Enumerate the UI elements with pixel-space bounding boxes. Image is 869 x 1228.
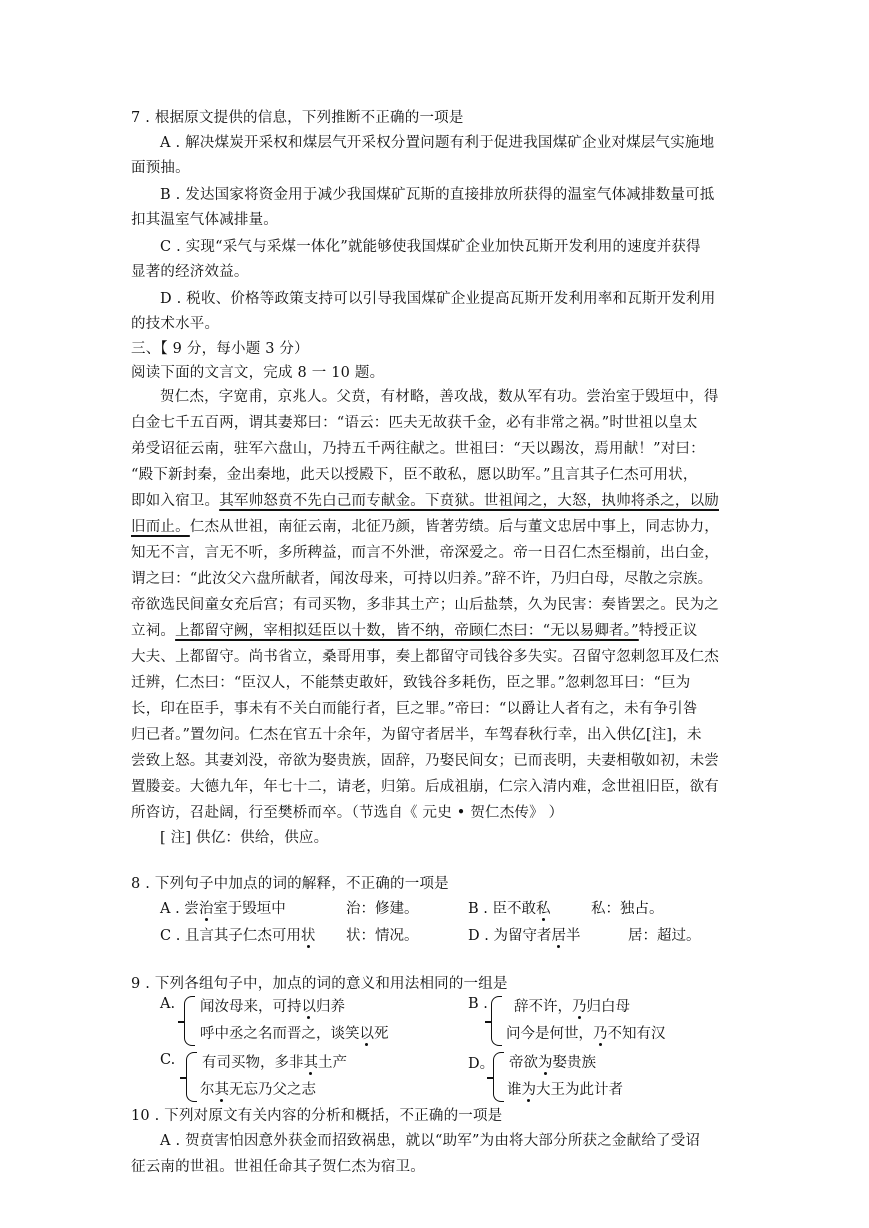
q9-option-c-line1	[202, 1051, 347, 1072]
passage-line: 谓之曰：“此汝父六盘所献者，闻汝母来，可持以归养。”辞不许，乃归白母，尽散之宗族。	[131, 571, 713, 587]
q8-option-c	[160, 924, 315, 945]
q7-option-b-cont: 扣其温室气体减排量。	[131, 212, 278, 228]
q8-stem: 8 . 下列句子中加点的词的解释，不正确的一项是	[131, 876, 449, 892]
q10-option-a-cont: 征云南的世祖。世祖任命其子贺仁杰为宿卫。	[131, 1159, 425, 1175]
q7-option-d-cont: 的技术水平。	[131, 316, 220, 332]
option-text: C . 且言其子仁杰可用	[160, 928, 301, 944]
passage-line: 弟受诏征云南，驻军六盘山，乃持五千两往献之。世祖曰：“天以踢汝，焉用献！”对曰：	[131, 441, 705, 457]
q9-option-c-line2	[200, 1078, 316, 1099]
option-text: 尔	[200, 1082, 215, 1098]
q9-option-d-line1	[509, 1051, 596, 1072]
option-text: D . 为留守者	[468, 928, 552, 944]
passage-line: 长，印在臣手，事未有不关白而能行者，巨之罪。”帝曰：“以爵让人者有之，未有争引咎	[131, 701, 698, 717]
option-text: 娶贵族	[552, 1055, 596, 1071]
dotted-word: 乃	[593, 1026, 608, 1042]
section-heading: 三、【 9 分，每小题 3 分）	[131, 341, 309, 357]
dotted-word: 以	[359, 1026, 374, 1042]
q8-option-d-gloss: 居：超过。	[628, 928, 701, 944]
passage-line: 大夫、上都留守。尚书省立，桑哥用事，奏上都留守司钱谷多失实。召留守忽剌忽耳及仁杰	[131, 649, 719, 665]
q8-option-b	[468, 897, 550, 918]
passage-line: 置媵妾。大德九年，年七十二，请老，归第。后成祖崩，仁宗入清内难，念世祖旧臣，欲有	[131, 779, 719, 795]
option-text: 辞不许，	[514, 999, 572, 1015]
passage-line: 归已者。”置勿问。仁杰在官五十余年，为留守者居半，车驾春秋行幸，出入供亿[注]，未	[131, 727, 702, 743]
dotted-word: 居	[551, 928, 566, 944]
option-text: 土产	[318, 1055, 347, 1071]
passage-line: “殿下新封秦，金出秦地，此天以授殿下，臣不敢私，愿以助军。”且言其子仁杰可用状，	[131, 467, 698, 483]
brace-icon	[184, 996, 195, 1046]
brace-icon	[493, 1052, 504, 1102]
passage-line: 白金七千五百两，谓其妻郑曰：“语云：匹夫无故获千金，必有非常之祸。”时世祖以皇太	[131, 415, 698, 431]
section-instruction: 阅读下面的文言文，完成 8 一 10 题。	[131, 365, 385, 381]
passage-text: 特授正议	[638, 623, 698, 639]
dotted-word: 私	[535, 901, 551, 917]
option-text: 半	[565, 928, 581, 944]
dotted-word: 状	[300, 928, 316, 944]
passage-text: 仁杰从世祖，南征云南，北征乃颜，皆著劳绩。后与董文忠居中事上，同志协力，	[189, 519, 720, 535]
option-text: 问今是何世，	[506, 1026, 593, 1042]
passage-note: [ 注] 供亿：供给，供应。	[160, 830, 329, 846]
q9-option-a-label: A.	[160, 996, 176, 1012]
q10-stem: 10 . 下列对原文有关内容的分析和概括，不正确的一项是	[131, 1108, 503, 1124]
option-text: 帝欲	[509, 1055, 538, 1071]
option-text: 死	[374, 1026, 389, 1042]
dotted-word: 为	[521, 1082, 536, 1098]
option-text: 室于毁垣中	[213, 901, 286, 917]
q9-option-d-line2	[507, 1078, 623, 1099]
option-text: 归养	[316, 999, 345, 1015]
option-text: 大王为此计者	[536, 1082, 623, 1098]
dotted-word: 其	[214, 1082, 229, 1098]
q7-option-c-cont: 显著的经济效益。	[131, 264, 249, 280]
passage-line	[131, 619, 698, 640]
option-text: A . 尝	[160, 901, 199, 917]
passage-line: 帝欲选民间童女充后宫；有司买物，多非其土产；山后盐禁，久为民害：奏皆罢之。民为之	[131, 597, 719, 613]
underlined-sentence: 上都留守阙，宰相拟廷臣以十数，皆不纳，帝顾仁杰曰：“无以易卿者。”	[175, 623, 639, 639]
dotted-word: 乃	[572, 999, 587, 1015]
brace-icon	[186, 1052, 197, 1102]
q9-option-a-line2	[200, 1022, 389, 1043]
passage-line: 知无不言，言无不听，多所稗益，而言不外泄，帝深爱之。帝一日召仁杰至榻前，出白金，	[131, 545, 719, 561]
q8-option-d	[468, 924, 580, 945]
q9-option-b-label: B .	[468, 996, 488, 1012]
q7-option-d: D . 税收、价格等政策支持可以引导我国煤矿企业提高瓦斯开发利用率和瓦斯开发利用	[160, 291, 716, 307]
q8-option-a-gloss: 治：修建。	[346, 901, 419, 917]
dotted-word: 为	[538, 1055, 553, 1071]
underlined-sentence: 其军帅怒贲不先白己而专献金。下贲狱。世祖闻之，大怒，执帅将杀之，以励	[219, 493, 719, 509]
q9-stem: 9 . 下列各组句子中，加点的词的意义和用法相同的一组是	[131, 976, 508, 992]
option-text: 谁	[507, 1082, 522, 1098]
dotted-word: 以	[301, 999, 316, 1015]
brace-icon	[491, 996, 502, 1046]
q9-option-a-line1	[200, 995, 345, 1016]
q7-option-a-cont: 面预抽。	[131, 160, 190, 176]
q7-stem: 7 . 根据原文提供的信息，下列推断不正确的一项是	[131, 110, 464, 126]
dotted-word: 治	[198, 901, 214, 917]
passage-line	[131, 515, 719, 536]
passage-line: 尝致上怒。其妻刘没，帝欲为娶贵族，固辞，乃娶民间女；已而丧明，夫妻相敬如初，未尝	[131, 753, 719, 769]
passage-line: 所咨访，召赴阔，行至樊桥而卒。（节选自《 元史 • 贺仁杰传》 ）	[131, 805, 564, 821]
q9-option-b-line1	[514, 995, 630, 1016]
underlined-sentence: 旧而止。	[131, 519, 190, 535]
q7-option-a: A . 解决煤炭开采权和煤层气开采权分置问题有利于促进我国煤矿企业对煤层气实施地	[160, 135, 715, 151]
q8-option-b-gloss: 私：独占。	[591, 901, 664, 917]
option-text: B . 臣不敢	[468, 901, 536, 917]
q10-option-a: A . 贺贲害怕因意外获金而招致祸患，就以“助军”为由将大部分所获之金献给了受诏	[160, 1133, 701, 1149]
q9-option-b-line2	[506, 1022, 666, 1043]
passage-line: 贺仁杰，字宽甫，京兆人。父贲，有材略，善攻战，数从军有功。尝治室于毁垣中，得	[160, 389, 719, 405]
option-text: 归白母	[586, 999, 630, 1015]
q9-option-d-label: D。	[468, 1056, 495, 1072]
passage-line: 迁辨，仁杰曰：“臣汉人，不能禁吏敢奸，致钱谷多耗伤，臣之罪。”忽剌忽耳曰：“巨为	[131, 675, 691, 691]
option-text: 闻汝母来，可持	[200, 999, 302, 1015]
q7-option-c: C . 实现“采气与采煤一体化”就能够使我国煤矿企业加快瓦斯开发利用的速度并获得	[160, 239, 701, 255]
q7-option-b: B . 发达国家将资金用于减少我国煤矿瓦斯的直接排放所获得的温室气体减排数量可抵	[160, 187, 715, 203]
option-text: 不知有汉	[607, 1026, 666, 1042]
option-text: 无忘乃父之志	[229, 1082, 316, 1098]
q9-option-c-label: C.	[160, 1052, 176, 1068]
passage-line	[131, 489, 719, 510]
option-text: 有司买物，多非	[202, 1055, 304, 1071]
passage-text: 即如入宿卫。	[131, 493, 220, 509]
option-text: 呼中丞之名而晋之，谈笑	[200, 1026, 360, 1042]
passage-text: 立祠。	[131, 623, 176, 639]
dotted-word: 其	[303, 1055, 318, 1071]
q8-option-c-gloss: 状：情况。	[346, 928, 419, 944]
q8-option-a	[160, 897, 286, 918]
